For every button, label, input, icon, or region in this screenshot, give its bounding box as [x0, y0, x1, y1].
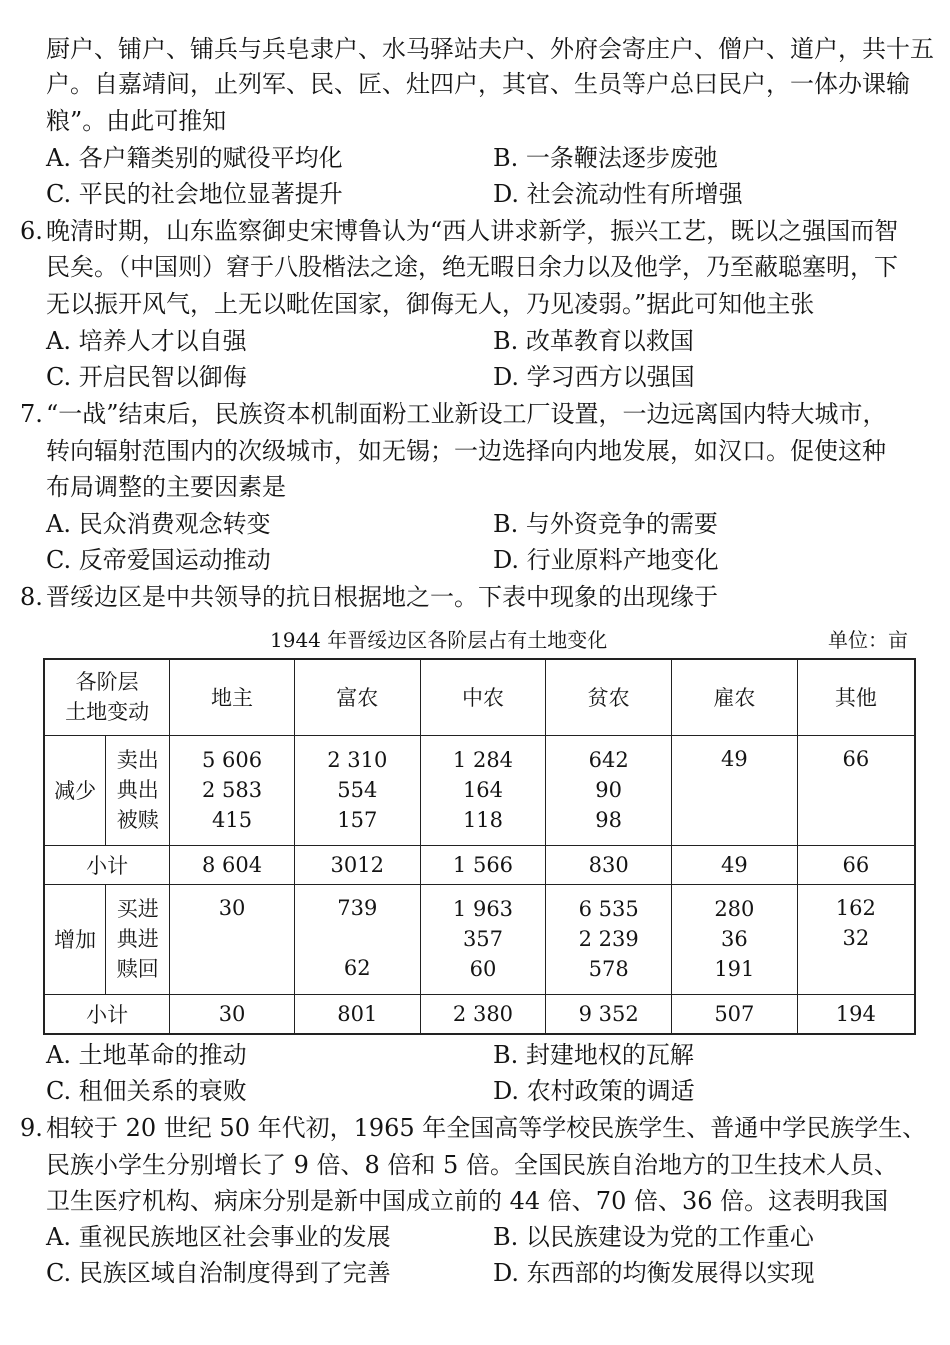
q5-stem-line-1: 厨户、铺户、铺兵与兵皂隶户、水马驿站夫户、外府会寄庄户、僧户、道户，共十五 [46, 35, 934, 63]
header-poor-peasant: 贫农 [546, 659, 672, 735]
table-cell [420, 884, 546, 994]
cell-value: 1 284 [452, 748, 514, 772]
q9-stem-line-2: 民族小学生分别增长了 9 倍、8 倍和 5 倍。全国民族自治地方的卫生技术人员、 [46, 1151, 898, 1179]
q8-option-b: B. 封建地权的瓦解 [493, 1041, 694, 1069]
land-change-table [43, 658, 916, 1035]
q5-option-d: D. 社会流动性有所增强 [493, 180, 743, 208]
increase-sub-labels [106, 884, 170, 994]
q5-option-c: C. 平民的社会地位显著提升 [46, 180, 343, 208]
q9-number: 9. [20, 1114, 43, 1142]
q8-number: 8. [20, 583, 43, 611]
table-header-row [44, 659, 915, 735]
q7-stem-line-1: “一战”结束后，民族资本机制面粉工业新设工厂设置，一边远离国内特大城市， [46, 400, 887, 428]
decrease-subtotal-row [44, 845, 915, 884]
cell-value: 62 [343, 955, 371, 980]
subtotal-cell: 194 [797, 994, 915, 1034]
q6-number: 6. [20, 217, 43, 245]
table-cell [672, 884, 798, 994]
table-cell [170, 884, 295, 994]
cell-value: 5 606 [201, 748, 263, 772]
q8-stem-line-1: 晋绥边区是中共领导的抗日根据地之一。下表中现象的出现缘于 [46, 583, 718, 611]
cell-value [170, 953, 294, 983]
q8-option-d: D. 农村政策的调适 [493, 1077, 695, 1105]
q7-stem-line-2: 转向辐射范围内的次级城市，如无锡；一边选择向内地发展，如汉口。促使这种 [46, 437, 886, 465]
q7-option-a: A. 民众消费观念转变 [46, 510, 271, 538]
table-cell [420, 735, 546, 845]
cell-value: 6 535 [578, 897, 639, 921]
table-cell [672, 735, 798, 845]
corner-top-label: 各阶层 [75, 670, 139, 695]
q5-option-a: A. 各户籍类别的赋役平均化 [46, 144, 343, 172]
cell-value [170, 923, 294, 953]
subtotal-cell: 507 [672, 994, 798, 1034]
subtotal-cell: 8 604 [170, 845, 295, 884]
subtotal-cell: 2 380 [420, 994, 546, 1034]
q6-stem-line-3: 无以振开风气，上无以毗佐国家，御侮无人，乃见凌弱。”据此可知他主张 [46, 290, 815, 318]
q7-option-b: B. 与外资竞争的需要 [493, 510, 718, 538]
cell-value: 2 310 [327, 748, 388, 772]
sub-label-redeemed-from: 被赎 [116, 808, 159, 832]
table-cell [294, 884, 420, 994]
header-other: 其他 [797, 659, 915, 735]
header-middle-peasant: 中农 [420, 659, 546, 735]
cell-value: 118 [462, 808, 504, 832]
corner-bottom-label: 土地变动 [65, 700, 150, 725]
cell-value: 164 [462, 778, 504, 802]
table-cell [546, 735, 672, 845]
q7-number: 7. [20, 400, 43, 428]
q5-stem-line-2: 户。自嘉靖间，止列军、民、匠、灶四户，其官、生员等户总曰民户，一体办课输 [46, 70, 910, 98]
cell-value: 415 [212, 808, 253, 832]
q6-option-d: D. 学习西方以强国 [493, 363, 695, 391]
cell-value: 1 963 [452, 897, 514, 921]
subtotal-label: 小计 [44, 994, 170, 1034]
subtotal-cell: 30 [170, 994, 295, 1034]
table-corner-header [44, 659, 170, 735]
q9-option-a: A. 重视民族地区社会事业的发展 [46, 1223, 391, 1251]
table-cell [797, 884, 915, 994]
cell-value: 49 [720, 746, 748, 771]
cell-value: 191 [714, 957, 755, 981]
cell-value: 357 [462, 927, 504, 951]
decrease-label: 减少 [44, 735, 106, 845]
table-cell [546, 884, 672, 994]
q9-option-d: D. 东西部的均衡发展得以实现 [493, 1259, 815, 1287]
sub-label-bought: 买进 [116, 897, 159, 921]
subtotal-cell: 3012 [294, 845, 420, 884]
q8-option-a: A. 土地革命的推动 [46, 1041, 247, 1069]
cell-value: 30 [218, 895, 246, 920]
cell-value: 280 [714, 897, 755, 921]
q6-option-b: B. 改革教育以救国 [493, 327, 694, 355]
subtotal-cell: 1 566 [420, 845, 546, 884]
q8-option-c: C. 租佃关系的衰败 [46, 1077, 247, 1105]
header-landlord: 地主 [170, 659, 295, 735]
cell-value: 60 [469, 957, 497, 981]
q9-stem-line-3: 卫生医疗机构、病床分别是新中国成立前的 44 倍、70 倍、36 倍。这表明我国 [46, 1187, 889, 1215]
cell-value: 2 239 [578, 927, 639, 951]
subtotal-cell: 801 [294, 994, 420, 1034]
subtotal-cell: 9 352 [546, 994, 672, 1034]
q5-stem-line-3: 粮”。由此可推知 [46, 107, 227, 135]
sub-label-redeemed-back: 赎回 [116, 957, 159, 981]
cell-value: 578 [588, 957, 629, 981]
cell-value: 739 [337, 895, 378, 920]
q6-stem-line-1: 晚清时期，山东监察御史宋博鲁认为“西人讲求新学，振兴工艺，既以之强国而智 [46, 217, 899, 245]
increase-subtotal-row [44, 994, 915, 1034]
cell-value: 642 [588, 748, 629, 772]
cell-value: 162 [835, 895, 876, 920]
q6-option-a: A. 培养人才以自强 [46, 327, 247, 355]
subtotal-cell: 49 [672, 845, 798, 884]
increase-row [44, 884, 915, 994]
q9-option-c: C. 民族区域自治制度得到了完善 [46, 1259, 391, 1287]
cell-value [798, 953, 914, 983]
subtotal-cell: 66 [797, 845, 915, 884]
q6-stem-line-2: 民矣。（中国则）窘于八股楷法之途，绝无暇日余力以及他学，乃至蔽聪塞明，下 [46, 253, 898, 281]
cell-value: 32 [842, 925, 870, 950]
table-cell [797, 735, 915, 845]
sub-label-pawned-in: 典进 [116, 927, 159, 951]
sub-label-sold: 卖出 [116, 748, 159, 772]
cell-value: 36 [720, 927, 748, 951]
q7-stem-line-3: 布局调整的主要因素是 [46, 473, 286, 501]
q9-option-b: B. 以民族建设为党的工作重心 [493, 1223, 814, 1251]
cell-value [295, 923, 420, 953]
subtotal-cell: 830 [546, 845, 672, 884]
cell-value: 66 [842, 746, 870, 771]
cell-value: 157 [337, 808, 378, 832]
header-rich-peasant: 富农 [294, 659, 420, 735]
decrease-row [44, 735, 915, 845]
q9-stem-line-1: 相较于 20 世纪 50 年代初，1965 年全国高等学校民族学生、普通中学民族学生、 [46, 1114, 927, 1142]
header-hired-peasant: 雇农 [672, 659, 798, 735]
subtotal-label: 小计 [44, 845, 170, 884]
table-cell [170, 735, 295, 845]
q7-option-d: D. 行业原料产地变化 [493, 546, 719, 574]
cell-value: 2 583 [201, 778, 263, 802]
q7-option-c: C. 反帝爱国运动推动 [46, 546, 271, 574]
table-title: 1944 年晋绥边区各阶层占有土地变化 [270, 628, 608, 652]
q6-option-c: C. 开启民智以御侮 [46, 363, 247, 391]
cell-value: 98 [595, 808, 623, 832]
q5-option-b: B. 一条鞭法逐步废弛 [493, 144, 718, 172]
table-cell [294, 735, 420, 845]
table-unit: 单位：亩 [828, 628, 908, 652]
sub-label-pawned-out: 典出 [116, 778, 159, 802]
cell-value: 554 [337, 778, 378, 802]
decrease-sub-labels [106, 735, 170, 845]
cell-value: 90 [595, 778, 623, 802]
increase-label: 增加 [44, 884, 106, 994]
